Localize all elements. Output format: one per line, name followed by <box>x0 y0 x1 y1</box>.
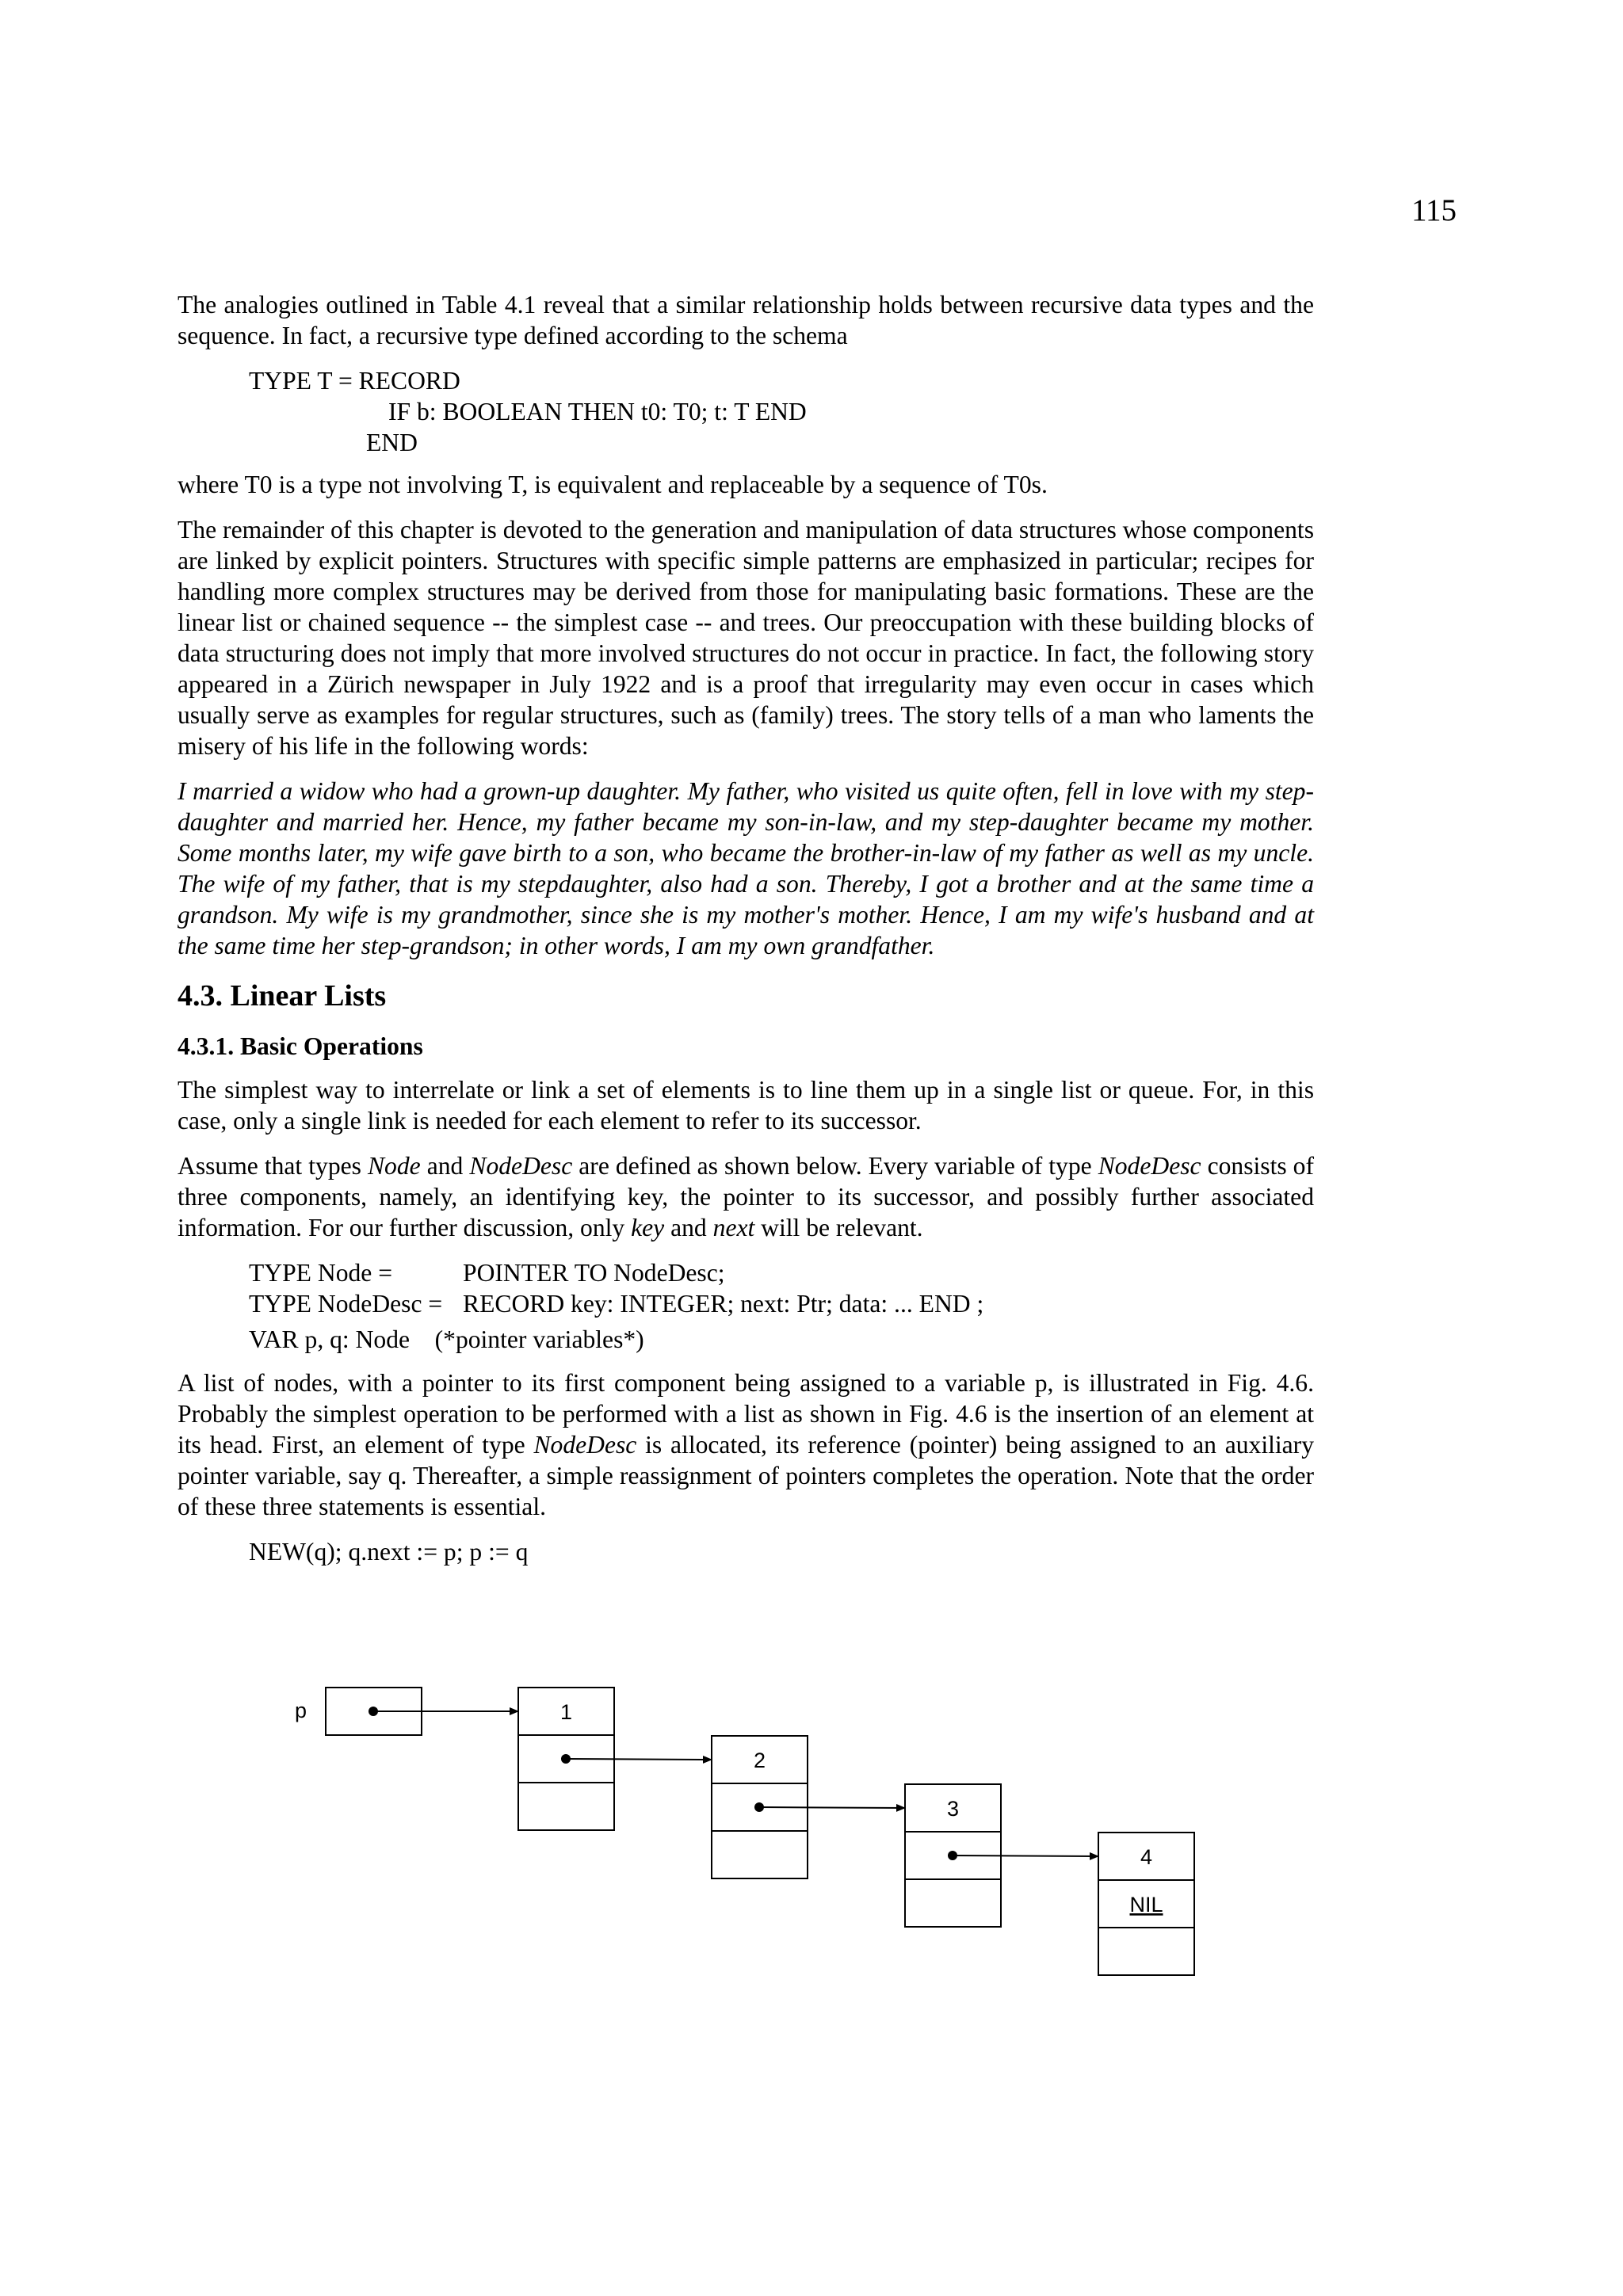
node-key-cell <box>518 1688 614 1735</box>
paragraph-equivalence: where T0 is a type not involving T, is equivalent and replaceable by a sequence of T0s. <box>178 471 1048 498</box>
typedef-name: TYPE Node = <box>249 1259 393 1287</box>
type-definitions <box>249 1257 1314 1355</box>
node-key-cell <box>712 1736 808 1783</box>
node-data-cell <box>518 1783 614 1830</box>
schema-line-3: END <box>366 429 418 456</box>
text-run: and <box>420 1152 470 1180</box>
pointer-arrow <box>953 1855 1098 1856</box>
node-next-cell <box>518 1735 614 1783</box>
pointer-box <box>326 1688 422 1735</box>
node-data-cell <box>712 1831 808 1878</box>
term-next: next <box>712 1214 755 1241</box>
paragraph-list-of-nodes <box>178 1367 1314 1522</box>
pointer-dot <box>369 1707 378 1716</box>
text-run: will be relevant. <box>754 1214 923 1241</box>
schema-line-2: IF b: BOOLEAN THEN t0: T0; t: T END <box>388 398 807 425</box>
typedef-row-nodedesc <box>249 1288 1314 1319</box>
section-title: 4.3. Linear Lists <box>178 979 387 1013</box>
typedef-row-node <box>249 1257 1314 1288</box>
node-key-label: 1 <box>559 1700 573 1724</box>
text-run: is allocated, its reference (pointer) being assigned to an auxiliary pointer variable, say q. Thereafter, a simple reassignment of pointers completes the operation. Note that the order of these three statements is essential. <box>178 1431 1315 1520</box>
typedef-value: POINTER TO NodeDesc; <box>463 1259 725 1287</box>
text-run: Assume that types <box>178 1152 368 1180</box>
paragraph-types <box>178 1150 1314 1243</box>
node-next-cell <box>905 1832 1001 1879</box>
insertion-statement: NEW(q); q.next := p; p := q <box>249 1538 529 1566</box>
var-declaration: VAR p, q: Node (*pointer variables*) <box>249 1325 644 1353</box>
schema-line-1: TYPE T = RECORD <box>249 367 460 395</box>
node-key-cell <box>905 1784 1001 1832</box>
paragraph-intro: The analogies outlined in Table 4.1 reveal that a similar relationship holds between recursive data types and the sequence. In fact, a recursive type defined according to the schema <box>178 291 1314 349</box>
pointer-arrow <box>566 1759 712 1760</box>
node-next-dot <box>561 1754 571 1764</box>
typedef-value: RECORD key: INTEGER; next: Ptr; data: ... END ; <box>463 1290 984 1318</box>
node-key-label: 3 <box>946 1797 960 1821</box>
term-nodedesc: NodeDesc <box>533 1431 637 1459</box>
story-quote: I married a widow who had a grown-up daughter. My father, who visited us quite often, fell in love with my step-daughter and married her. Hence, my father became my son-in-law, and my step-daughter became my mother. Some months later, my wife gave birth to a son, who became the brother-in-law of my father as well as my uncle. The wife of my father, that is my stepdaughter, also had a son. Thereby, I got a brother and at the same time a grandson. My wife is my grandmother, since she is my mother's mother. Hence, I am my wife's husband and at the same time her step-grandson; in other words, I am my own grandfather. <box>178 777 1314 959</box>
node-data-cell <box>1098 1928 1194 1975</box>
text-run: A list of nodes, with a pointer to its first component being assigned to a variable p, is illustrated in Fig. 4.6. Probably the simplest operation to be performed with a list as shown in Fig. 4.6 is the insertion of an element at its head. First, an element of type <box>178 1369 1314 1459</box>
text-run: are defined as shown below. Every variable of type <box>572 1152 1098 1180</box>
term-node: Node <box>367 1152 421 1180</box>
paragraph-simplest-way: The simplest way to interrelate or link a set of elements is to line them up in a single list or queue. For, in this case, only a single link is needed for each element to refer to its successor. <box>178 1076 1314 1135</box>
node-next-dot <box>754 1802 764 1812</box>
pointer-label: p <box>295 1699 307 1722</box>
term-key: key <box>631 1214 665 1241</box>
pointer-arrow <box>759 1807 905 1808</box>
node-next-dot <box>948 1851 957 1860</box>
node-nil-label: NIL <box>1129 1893 1163 1917</box>
term-nodedesc: NodeDesc <box>1098 1152 1201 1180</box>
subsection-title: 4.3.1. Basic Operations <box>178 1032 423 1060</box>
node-key-label: 4 <box>1140 1845 1153 1869</box>
node-data-cell <box>905 1879 1001 1927</box>
node-next-cell <box>1098 1880 1194 1928</box>
text-run: consists of three components, namely, an identifying key, the pointer to its successor, and possibly further associated information. For our further discussion, only <box>178 1152 1314 1241</box>
paragraph-remainder: The remainder of this chapter is devoted to the generation and manipulation of data structures whose components are linked by explicit pointers. Structures with specific simple patterns are emphasized in particular; recipes for handling more complex structures may be derived from those for manipulating basic formations. These are the linear list or chained sequence -- the simplest case -- and trees. Our preoccupation with these building blocks of data structuring does not imply that more involved structures do not occur in practice. In fact, the following story appeared in a Zürich newspaper in July 1922 and is a proof that irregularity may even occur in cases which usually serve as examples for regular structures, such as (family) trees. The story tells of a man who laments the misery of his life in the following words: <box>178 516 1314 760</box>
term-nodedesc: NodeDesc <box>469 1152 573 1180</box>
page-number: 115 <box>1411 193 1457 227</box>
node-next-cell <box>712 1783 808 1831</box>
node-key-cell <box>1098 1833 1194 1880</box>
text-run: and <box>664 1214 713 1241</box>
node-key-label: 2 <box>753 1749 766 1772</box>
record-schema <box>249 365 1314 458</box>
typedef-name: TYPE NodeDesc = <box>249 1290 443 1318</box>
page-content <box>178 289 1314 1567</box>
